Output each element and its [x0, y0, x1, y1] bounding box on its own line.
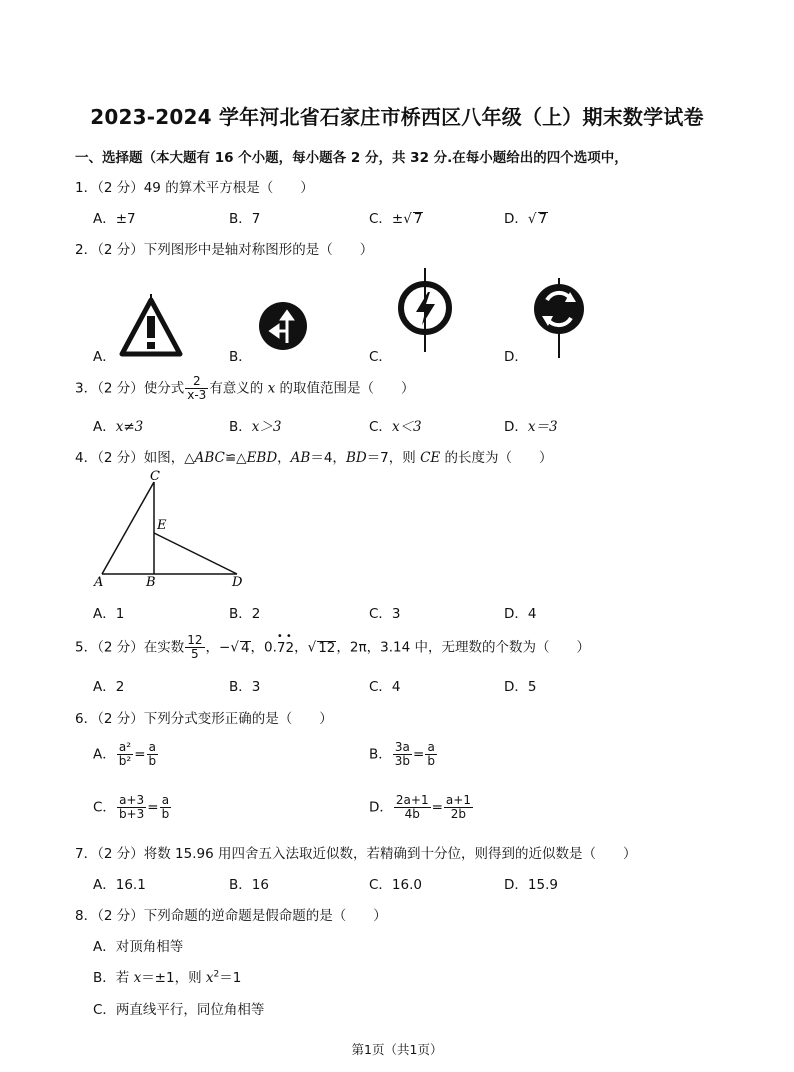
q3-fraction: $\frac{2}{x-3}$	[187, 374, 207, 402]
q2-option-b: B．	[229, 349, 252, 365]
q7-stem: 7．（2 分）将数 15.96 用四舍五入法取近似数，若精确到十分位，则得到的近似数是（ ）	[75, 846, 637, 862]
q4-option-d: D．4	[504, 606, 537, 622]
q2-option-a: A．	[93, 349, 116, 365]
warning-triangle-icon	[118, 292, 184, 360]
q2-stem: 2．（2 分）下列图形中是轴对称图形的是（ ）	[75, 242, 374, 258]
q7-option-d: D．15.9	[504, 877, 558, 893]
q8-option-b: B．若 x＝±1，则 $x^2=1$	[93, 969, 242, 986]
q5-fraction: $\frac{12}{5}$	[187, 633, 203, 661]
q6-option-c: C． $\frac{a+3}{b+3}$ = $\frac{a}{b}$	[93, 793, 170, 821]
q2-option-d: D．	[504, 349, 528, 365]
q1-option-d: D．√ 7	[504, 211, 548, 227]
q1-option-b: B．7	[229, 211, 261, 227]
q4-stem: 4．（2 分）如图，△ABC≌△EBD，AB＝4，BD＝7，则 CE 的长度为（ ）	[75, 450, 553, 466]
q3-option-b: B．x＞3	[229, 419, 282, 435]
label-d: D	[232, 575, 243, 590]
q8-option-c: C．两直线平行，同位角相等	[93, 1002, 265, 1018]
q1-option-a: A．±7	[93, 211, 136, 227]
label-e: E	[157, 518, 167, 533]
q7-option-a: A．16.1	[93, 877, 146, 893]
q6-option-d: D． $\frac{2a+1}{4b}$ = $\frac{a+1}{2b}$	[369, 793, 471, 821]
label-b: B	[146, 575, 156, 590]
q4-option-c: C．3	[369, 606, 401, 622]
q5-stem: 5．（2 分）在实数 $\frac{12}{5}$ ，−√ 4，0. •• 72，√ 12，2π，3.14 中，无理数的个数为（ ）	[75, 630, 590, 661]
q5-option-c: C．4	[369, 679, 401, 695]
page-footer: 第1页（共1页）	[351, 1042, 443, 1057]
q4-option-b: B．2	[229, 606, 261, 622]
q5-option-b: B．3	[229, 679, 261, 695]
q3-option-c: C．x＜3	[369, 419, 422, 435]
q3-stem: 3．（2 分）使分式 $\frac{2}{x-3}$ 有意义的 x 的取值范围是（ ）	[75, 374, 415, 402]
q3-option-d: D．x＝3	[504, 419, 558, 435]
label-c: C	[150, 469, 160, 484]
q5-option-d: D．5	[504, 679, 537, 695]
rotation-arrows-sign-icon	[530, 278, 588, 358]
q7-option-c: C．16.0	[369, 877, 422, 893]
repeating-decimal: •• 72	[276, 630, 295, 656]
page-title: 2023-2024 学年河北省石家庄市桥西区八年级（上）期末数学试卷	[90, 105, 704, 129]
lightning-sign-icon	[394, 268, 456, 352]
q6-option-b: B． $\frac{3a}{3b}$ = $\frac{a}{b}$	[369, 740, 435, 768]
q7-option-b: B．16	[229, 877, 269, 893]
q6-option-a: A． $\frac{\text{a²}}{\text{b²}}$ = $\frac{a}{b}$	[93, 740, 157, 768]
q5-option-a: A．2	[93, 679, 125, 695]
label-a: A	[94, 575, 104, 590]
q4-option-a: A．1	[93, 606, 125, 622]
section-heading: 一、选择题（本大题有 16 个小题，每小题各 2 分，共 32 分.在每小题给出的四个选项中，	[75, 150, 628, 166]
q4-triangle-figure	[90, 468, 250, 592]
q8-option-a: A．对顶角相等	[93, 939, 184, 955]
q3-option-a: A．x≠3	[93, 419, 144, 435]
q6-stem: 6．（2 分）下列分式变形正确的是（ ）	[75, 711, 333, 727]
q2-option-c: C．	[369, 349, 392, 365]
q1-option-c: C．±√ 7	[369, 211, 423, 227]
q1-stem: 1．（2 分）49 的算术平方根是（ ）	[75, 180, 314, 196]
q8-stem: 8．（2 分）下列命题的逆命题是假命题的是（ ）	[75, 908, 387, 924]
turn-arrows-sign-icon	[258, 301, 308, 351]
